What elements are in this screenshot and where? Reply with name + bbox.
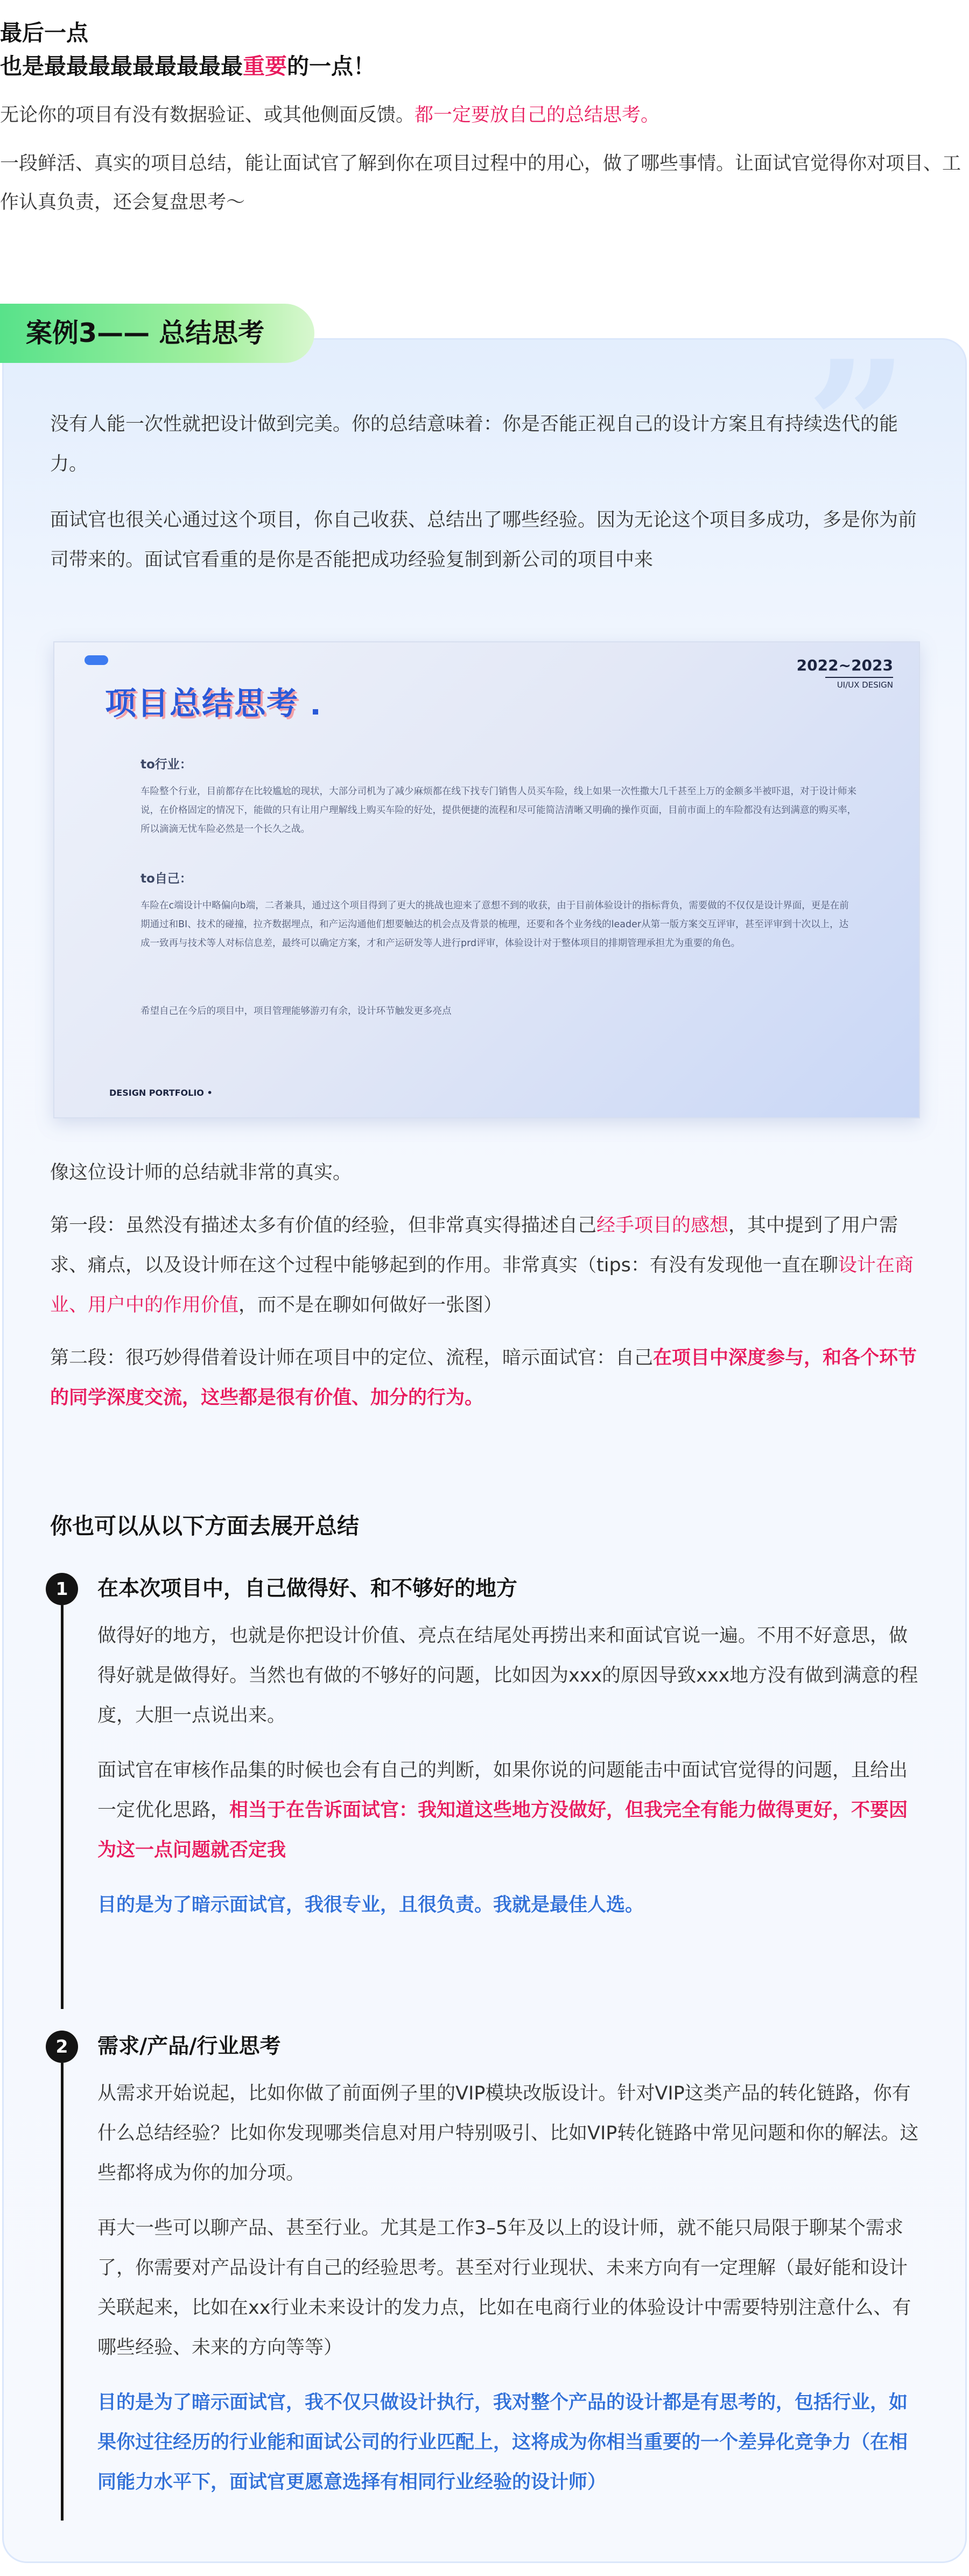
- analysis-p3-highlight: 在项目中深度参与，和各个环节的同学深度交流，这些都是很有价值、加分的行为。: [50, 1347, 917, 1409]
- portfolio-text-hope: 希望自己在今后的项目中，项目管理能够游刃有余，设计环节触发更多亮点: [141, 1006, 452, 1017]
- step-number-badge: 2: [46, 2031, 78, 2063]
- analysis-p2-highlight-2: 设计在商业、用户中的作用价值: [50, 1255, 914, 1316]
- section-heading: 你也可以从以下方面去展开总结: [50, 1513, 359, 1539]
- portfolio-text-industry: 车险整个行业，目前都存在比较尴尬的现状，大部分司机为了减少麻烦都在线下找专门销售人员买车险，线上如果一次性撒大几千甚至上万的金额多半被吓退，对于设计师来说，在价格固定的情况下，能做的只有让用户理解线上购买车险的好处，提供便捷的流程和尽可能简洁清晰又明确的操作页面，目前市面上的车险都没有达到满意的购买率，所以滴滴无忧车险必然是一个长久之战。: [141, 786, 856, 835]
- intro-title-line1: 最后一点: [0, 20, 88, 46]
- intro-paragraph-2: 一段鲜活、真实的项目总结，能让面试官了解到你在项目过程中的用心，做了哪些事情。让面试官觉得你对项目、工作认真负责，还会复盘思考～: [0, 153, 961, 213]
- intro-section: [0, 16, 969, 222]
- analysis-p3-a: 第二段：很巧妙得借着设计师在项目中的定位、流程，暗示面试官：自己: [50, 1347, 654, 1369]
- analysis: [50, 1153, 922, 1418]
- item-body: [97, 1616, 921, 1925]
- intro-paragraph-1: [0, 96, 969, 135]
- item-paragraph: 再大一些可以聊产品、甚至行业。尤其是工作3–5年及以上的设计师，就不能只局限于聊某个需求了，你需要对产品设计有自己的经验思考。甚至对行业现状、未来方向有一定理解（最好能和设计关联起来，比如在xx行业未来设计的发力点，比如在电商行业的体验设计中需要特别注意什么、有哪些经验、未来的方向等等）: [97, 2217, 911, 2358]
- timeline-line: [61, 2063, 64, 2521]
- analysis-p2-a: 第一段：虽然没有描述太多有价值的经验，但非常真实得描述自己: [50, 1215, 597, 1236]
- intro-p1-text: 无论你的项目有没有数据验证、或其他侧面反馈。: [0, 104, 415, 126]
- title-line2-highlight: 重要: [243, 53, 287, 79]
- portfolio-subtitle: UI/UX DESIGN: [837, 680, 893, 690]
- portfolio-text-self: 车险在c端设计中略偏向b端，二者兼具，通过这个项目得到了更大的挑战也迎来了意想不到的收获，由于目前体验设计的指标背负，需要做的不仅仅是设计界面，更是在前期通过和BI、技术的碰撞，拉齐数据埋点，和产运沟通他们想要触达的机会点及背景的梳理，还要和各个业务线的leader从第一版方案交互评审，甚至评审到十次以上，达成一致再与技术等人对标信息差，最终可以确定方案，才和产运研发等人进行prd评审，体验设计对于整体项目的排期管理承担尤为重要的角色。: [141, 900, 849, 949]
- title-line2-post: 的一点！: [287, 53, 375, 79]
- list-item: [46, 1573, 934, 2014]
- analysis-paragraph-3: [50, 1338, 922, 1418]
- item-paragraph: [97, 1751, 921, 1870]
- item-title: 在本次项目中，自己做得好、和不够好的地方: [97, 1577, 518, 1601]
- intro-p1-highlight: 都一定要放自己的总结思考。: [415, 104, 660, 126]
- portfolio-title-dot: [313, 709, 318, 715]
- quote-mark-icon: ”: [806, 321, 908, 530]
- analysis-p2-c: ，而不是在聊如何做好一张图）: [238, 1294, 503, 1316]
- title-line2-pre: 也是最最最最最最最最最: [0, 53, 243, 79]
- case-intro: [50, 404, 922, 580]
- analysis-p2-b: ，其中提到了用户需求、痛点，以及设计师在这个过程中能够起到的作用。非常真实（tips：有没有发现他一直在聊: [50, 1215, 898, 1276]
- step-number-badge: 1: [46, 1573, 78, 1605]
- portfolio-footer: DESIGN PORTFOLIO •: [109, 1088, 213, 1098]
- timeline-line: [61, 1605, 64, 2009]
- item-goal: 目的是为了暗示面试官，我很专业，且很负责。我就是最佳人选。: [97, 1894, 644, 1916]
- item-paragraph: 从需求开始说起，比如你做了前面例子里的VIP模块改版设计。针对VIP这类产品的转化链路，你有什么总结经验？比如你发现哪类信息对用户特别吸引、比如VIP转化链路中常见问题和你的解法。这些都将成为你的加分项。: [97, 2083, 919, 2184]
- case-section: [0, 318, 969, 2567]
- analysis-p2-highlight-1: 经手项目的感想: [596, 1215, 729, 1236]
- intro-title-line2: [0, 50, 969, 83]
- analysis-paragraph-1: 像这位设计师的总结就非常的真实。: [50, 1162, 352, 1184]
- case-paragraph-2: 面试官也很关心通过这个项目，你自己收获、总结出了哪些经验。因为无论这个项目多成功，多是你为前司带来的。面试官看重的是你是否能把成功经验复制到新公司的项目中来: [50, 509, 917, 571]
- portfolio-divider: [825, 677, 893, 678]
- portfolio-section-self: to自己：: [141, 872, 192, 886]
- portfolio-pill-icon: [85, 655, 108, 665]
- item-paragraph: 做得好的地方，也就是你把设计价值、亮点在结尾处再捞出来和面试官说一遍。不用不好意思，做得好就是做得好。当然也有做的不够好的问题，比如因为xxx的原因导致xxx地方没有做到满意的程度，大胆一点说出来。: [97, 1625, 918, 1726]
- item-p2-text: 面试官在审核作品集的时候也会有自己的判断，如果你说的问题能击中面试官觉得的问题，且给出一定优化思路，: [97, 1760, 908, 1821]
- list-item: [46, 2031, 934, 2526]
- portfolio-section-industry: to行业：: [141, 758, 192, 772]
- item-goal: 目的是为了暗示面试官，我不仅只做设计执行，我对整个产品的设计都是有思考的，包括行业，如果你过往经历的行业能和面试公司的行业匹配上，这将成为你相当重要的一个差异化竞争力（在相同能力水平下，面试官更愿意选择有相同行业经验的设计师）: [97, 2392, 908, 2493]
- item-p2-highlight: 相当于在告诉面试官：我知道这些地方没做好，但我完全有能力做得更好，不要因为这一点问题就否定我: [97, 1800, 908, 1861]
- item-title: 需求/产品/行业思考: [97, 2034, 281, 2059]
- portfolio-image: [53, 641, 920, 1118]
- portfolio-title: 项目总结思考: [105, 685, 299, 722]
- case-paragraph-1: 没有人能一次性就把设计做到完美。你的总结意味着：你是否能正视自己的设计方案且有持续迭代的能力。: [50, 414, 898, 475]
- item-body: [97, 2074, 921, 2502]
- analysis-paragraph-2: [50, 1206, 922, 1325]
- portfolio-year: 2022~2023: [796, 656, 893, 674]
- case-tag: 案例3—— 总结思考: [0, 304, 314, 363]
